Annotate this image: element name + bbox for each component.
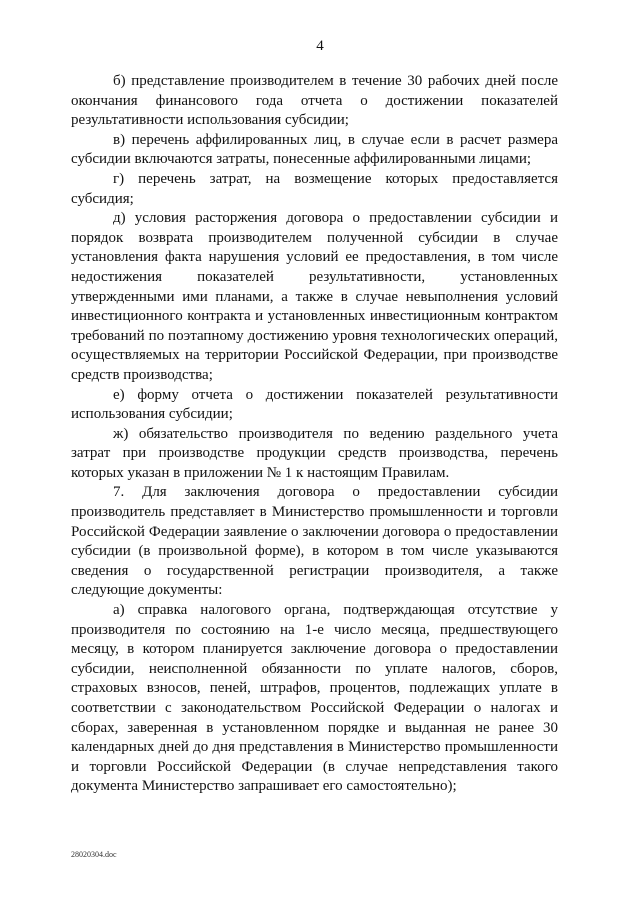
paragraph-7-contract-application: 7. Для заключения договора о предоставлении субсидии производитель представляет в Министерство промышленности и торговли Российской Федерации заявление о заключении договора о предоставлении субсидии (в произвольной форме), в котором в том числе указываются сведения о государственной регистрации производителя, а также следующие документы: — [71, 484, 558, 599]
paragraph-e-report-form: е) форму отчета о достижении показателей результативности использования субсидии; — [71, 386, 558, 423]
footer-document-reference: 28020304.doc — [71, 850, 117, 859]
paragraph-a-tax-certificate: а) справка налогового органа, подтверждающая отсутствие у производителя по состоянию на 1-е число месяца, предшествующего месяцу, в котором планируется заключение договора о предоставлении субсидии, неисполненной обязанности по уплате налогов, сборов, страховых взносов, пеней, штрафов, процентов, подлежащих уплате в соответствии с законодательством Российской Федерации о налогах и сборах, заверенная в установленном порядке и выданная не ранее 30 календарных дней до дня представления в Министерство промышленности и торговли Российской Федерации (в случае непредставления такого документа Министерство запрашивает его самостоятельно); — [71, 602, 558, 795]
paragraph-zh-separate-accounting: ж) обязательство производителя по ведению раздельного учета затрат при производстве продукции средств производства, перечень которых указан в приложении № 1 к настоящим Правилам. — [71, 425, 558, 481]
paragraph-b-report: б) представление производителем в течение 30 рабочих дней после окончания финансового года отчета о достижении показателей результативности использования субсидии; — [71, 73, 558, 129]
paragraph-g-expenses-list: г) перечень затрат, на возмещение которых предоставляется субсидия; — [71, 170, 558, 207]
paragraph-d-termination-conditions: д) условия расторжения договора о предоставлении субсидии и порядок возврата производителем полученной субсидии в случае установления факта нарушения условий ее предоставления, в том числе недостижения показателей результативности, установленных утвержденными ими планами, а также в случае невыполнения условий инвестиционного контракта и установленных инвестиционным контрактом требований по поэтапному достижению уровня технологических операций, осуществляемых на территории Российской Федерации, при производстве средств производства; — [71, 210, 558, 383]
paragraph-v-affiliated-persons: в) перечень аффилированных лиц, в случае если в расчет размера субсидии включаются затраты, понесенные аффилированными лицами; — [71, 131, 558, 168]
page-number: 4 — [316, 38, 324, 54]
document-body — [71, 72, 558, 797]
